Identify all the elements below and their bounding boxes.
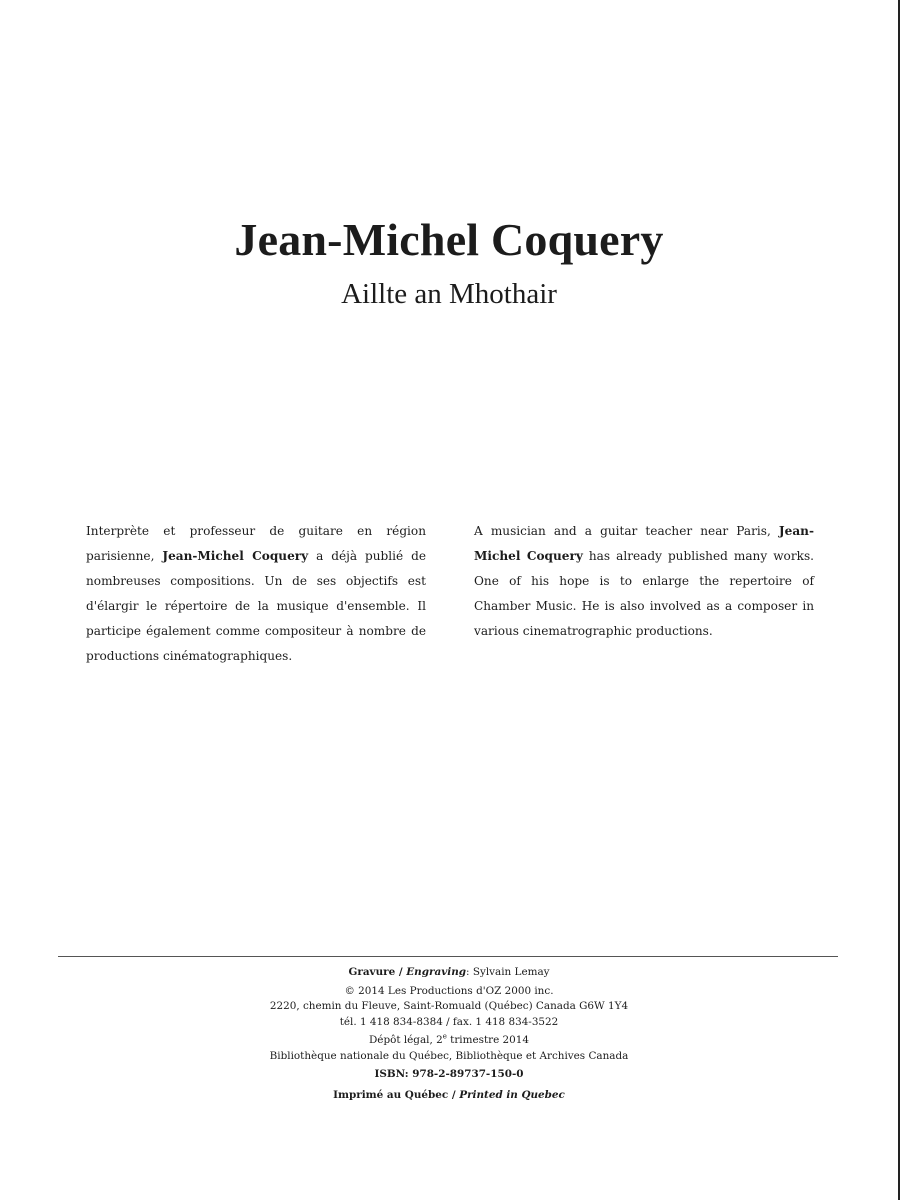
title-block [0,212,898,312]
bio-fr-name: Jean-Michel Coquery [162,549,309,563]
divider [58,956,838,957]
bio-en-body: has already published many works. One of his hope is to enlarge the repertoire of Chamber Music. He is also involved as a composer in various cinematrographic productions. [474,549,814,638]
engraving-line [0,965,898,981]
bio-fr-body: a déjà publié de nombreuses compositions. Un de ses objectifs est d'élargir le répertoire de la musique d'ensemble. Il participe également comme compositeur à nombre de productions cinématographiques. [86,549,426,663]
isbn-line: ISBN: 978-2-89737-150-0 [374,1068,524,1080]
bio-fr-intro: Interprète et professeur de guitare en région parisienne, [86,524,426,563]
work-title: Aillte an Mhothair [341,278,557,310]
bio-en-intro: A musician and a guitar teacher near Paris, [474,524,779,538]
printed-fr: Imprimé au Québec / [333,1088,460,1101]
legal-deposit-sup: e [442,1032,447,1041]
composer-name: Jean-Michel Coquery [234,214,664,265]
engraving-label-fr: Gravure / [348,966,407,978]
legal-deposit-line [0,1033,898,1049]
engraver-name: Sylvain Lemay [472,966,550,978]
engraving-label-en: Engraving [406,966,467,978]
printed-line [0,1088,898,1104]
phone-line: tél. 1 418 834-8384 / fax. 1 418 834-3522 [339,1015,559,1028]
copyright-line: © 2014 Les Productions d'OZ 2000 inc. [344,984,554,997]
biography-french [86,519,426,669]
credits-block [0,965,898,1103]
address-line: 2220, chemin du Fleuve, Saint-Romuald (Québec) Canada G6W 1Y4 [269,1000,629,1012]
engraving-sep: : [466,966,473,978]
printed-en: Printed in Quebec [459,1088,565,1101]
bio-en-name: Jean-Michel Coquery [474,524,814,563]
libraries-line: Bibliothèque nationale du Québec, Bibliothèque et Archives Canada [269,1049,629,1062]
biography-english [474,519,814,644]
legal-deposit-suffix: trimestre 2014 [446,1034,530,1046]
legal-deposit-prefix: Dépôt légal, 2 [368,1034,443,1046]
